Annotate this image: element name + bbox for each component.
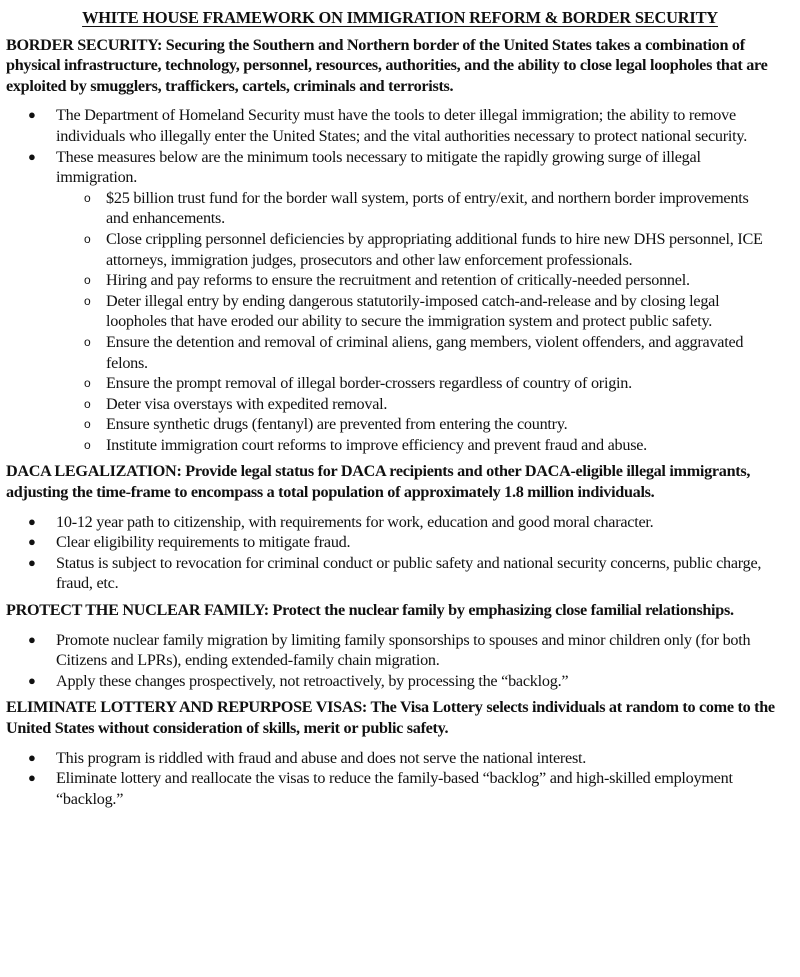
bullet-icon: ● — [28, 148, 36, 164]
sub-list-item — [6, 435, 784, 456]
bullet-list — [6, 512, 794, 594]
list-item-text: The Department of Homeland Security must have the tools to deter illegal immigration; the ability to remove individuals who illegally enter the United States; and the vital authorities necessary to protect national security. — [56, 106, 747, 145]
document-title: WHITE HOUSE FRAMEWORK ON IMMIGRATION REFORM & BORDER SECURITY — [82, 8, 718, 27]
sub-list-item-text: Ensure synthetic drugs (fentanyl) are prevented from entering the country. — [106, 415, 568, 434]
section-border-security — [6, 35, 794, 456]
bullet-icon: ● — [28, 513, 36, 529]
sub-list-item — [6, 394, 784, 415]
list-item — [6, 512, 794, 533]
sub-list-item-text: Ensure the prompt removal of illegal border-crossers regardless of country of origin. — [106, 374, 632, 393]
bullet-icon: ● — [28, 672, 36, 688]
sub-list-item-text: Deter visa overstays with expedited removal. — [106, 394, 388, 413]
bullet-icon: ● — [28, 107, 36, 123]
list-item-text: Eliminate lottery and reallocate the visas to reduce the family-based “backlog” and high-skilled employment “backlog.” — [56, 769, 733, 808]
list-item-text: Clear eligibility requirements to mitigate fraud. — [56, 533, 351, 552]
list-item — [6, 768, 794, 809]
sub-list-item-text: Ensure the detention and removal of criminal aliens, gang members, violent offenders, and aggravated felons. — [106, 332, 744, 372]
list-item — [6, 105, 794, 146]
list-item — [6, 630, 794, 671]
list-item — [6, 147, 794, 456]
section-daca-legalization — [6, 461, 794, 594]
sub-list-item-text: Hiring and pay reforms to ensure the recruitment and retention of critically-needed personnel. — [106, 271, 690, 290]
sub-bullet-icon: o — [84, 231, 91, 246]
sub-list-item — [6, 332, 784, 373]
list-item-text: This program is riddled with fraud and abuse and does not serve the national interest. — [56, 748, 587, 767]
bullet-list — [6, 630, 794, 692]
sub-list-item — [6, 270, 784, 291]
bullet-icon: ● — [28, 749, 36, 765]
sub-bullet-icon: o — [84, 437, 91, 452]
sub-list-item — [6, 373, 784, 394]
bullet-list — [6, 105, 794, 455]
sub-bullet-icon: o — [84, 396, 91, 411]
list-item — [6, 553, 794, 594]
bullet-list — [6, 748, 794, 810]
list-item — [6, 532, 794, 553]
section-heading: PROTECT THE NUCLEAR FAMILY: Protect the nuclear family by emphasizing close familial relationships. — [6, 601, 734, 620]
bullet-icon: ● — [28, 534, 36, 550]
list-item-text: These measures below are the minimum tools necessary to mitigate the rapidly growing surge of illegal immigration. — [56, 147, 701, 187]
sub-list-item — [6, 291, 784, 332]
sub-list-item — [6, 188, 784, 229]
list-item-text: Status is subject to revocation for criminal conduct or public safety and national security concerns, public charge, fraud, etc. — [56, 553, 762, 593]
section-heading: ELIMINATE LOTTERY AND REPURPOSE VISAS: The Visa Lottery selects individuals at random to come to the United States without consideration of skills, merit or public safety. — [6, 698, 775, 737]
list-item — [6, 748, 794, 769]
sub-bullet-icon: o — [84, 417, 91, 432]
sub-bullet-icon: o — [84, 190, 91, 205]
list-item-text: Apply these changes prospectively, not retroactively, by processing the “backlog.” — [56, 671, 569, 690]
sub-bullet-icon: o — [84, 376, 91, 391]
sub-list-item-text: Close crippling personnel deficiencies by appropriating additional funds to hire new DHS personnel, ICE attorneys, immigration judges, prosecutors and other law enforcement professionals. — [106, 229, 763, 269]
bullet-icon: ● — [28, 631, 36, 647]
bullet-icon: ● — [28, 770, 36, 786]
sub-list-item — [6, 414, 784, 435]
sub-list-item — [6, 229, 784, 270]
list-item-text: 10-12 year path to citizenship, with requirements for work, education and good moral character. — [56, 512, 654, 531]
sub-bullet-icon: o — [84, 334, 91, 349]
sub-bullet-list — [6, 188, 784, 456]
section-heading: DACA LEGALIZATION: Provide legal status for DACA recipients and other DACA-eligible illegal immigrants, adjusting the time-frame to encompass a total population of approximately 1.8 million individuals. — [6, 462, 751, 502]
section-protect-nuclear-family — [6, 600, 794, 691]
section-heading: BORDER SECURITY: Securing the Southern and Northern border of the United States takes a combination of physical infrastructure, technology, personnel, resources, authorities, and the ability to close legal loopholes that are exploited by smugglers, traffickers, cartels, criminals and terrorists. — [6, 35, 768, 95]
sub-bullet-icon: o — [84, 293, 91, 308]
sub-bullet-icon: o — [84, 273, 91, 288]
list-item-text: Promote nuclear family migration by limiting family sponsorships to spouses and minor children only (for both Citizens and LPRs), ending extended-family chain migration. — [56, 630, 751, 670]
sub-list-item-text: Deter illegal entry by ending dangerous statutorily-imposed catch-and-release and by closing legal loopholes that have eroded our ability to secure the immigration system and protect public safety. — [106, 291, 720, 331]
sub-list-item-text: Institute immigration court reforms to improve efficiency and prevent fraud and abuse. — [106, 435, 647, 454]
sub-list-item-text: $25 billion trust fund for the border wall system, ports of entry/exit, and northern border improvements and enhancements. — [106, 188, 749, 228]
bullet-icon: ● — [28, 554, 36, 570]
list-item — [6, 671, 794, 692]
section-eliminate-lottery — [6, 697, 794, 809]
